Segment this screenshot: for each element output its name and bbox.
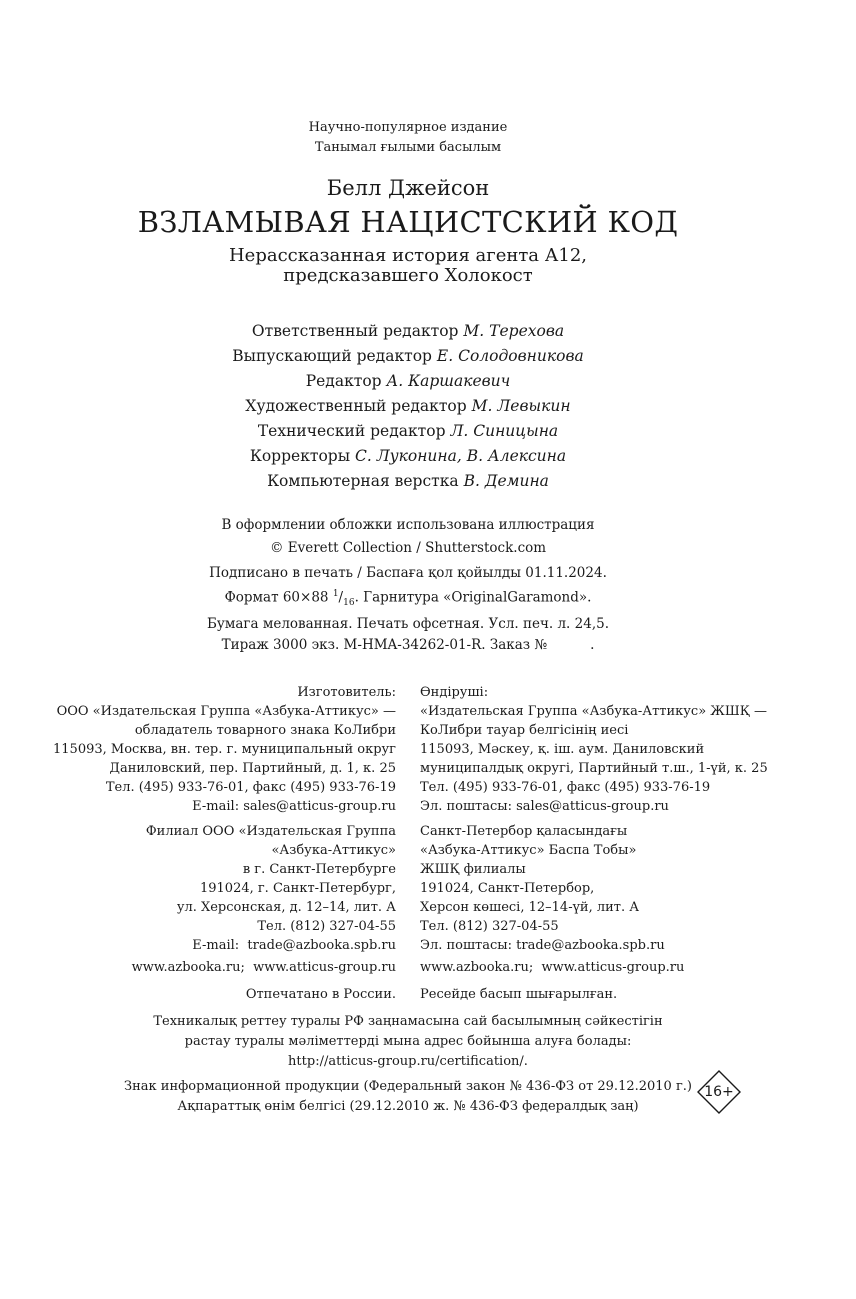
websites-ru <box>132 958 396 977</box>
subtitle-line-1: Нерассказанная история агента А12, <box>228 245 588 266</box>
edition-ru: Научно-популярное издание <box>308 120 508 135</box>
credit-item <box>0 319 816 344</box>
manufacturer-ru-email: E-mail: sales@atticus-group.ru <box>192 799 396 814</box>
print-signed: Подписано в печать / Баспаға қол қойылды 01.11.2024. <box>209 565 607 581</box>
format-prefix: Формат 60×88 <box>224 589 329 606</box>
cert-line-1: Техникалық реттеу туралы РФ заңнамасына сай басылымның сәйкестігін <box>153 1014 663 1029</box>
websites-kz <box>420 958 684 977</box>
print-paper: Бумага мелованная. Печать офсетная. Усл. печ. л. 24,5. <box>207 616 609 633</box>
print-data <box>0 563 816 656</box>
printed-ru <box>246 985 396 1004</box>
edition-kz: Танымал ғылыми басылым <box>314 140 502 155</box>
manufacturer-ru-line: ООО «Издательская Группа «Азбука-Аттикус» — <box>56 704 396 719</box>
manufacturer-kz-line: 115093, Мәскеу, қ. іш. аум. Даниловский <box>420 742 705 757</box>
credit-name: А. Каршакевич <box>386 372 511 390</box>
manufacturer-kz <box>420 683 768 816</box>
websites-ru-text: www.azbooka.ru; www.atticus-group.ru <box>131 960 396 975</box>
print-run: Тираж 3000 экз. M-HMA-34262-01-R. Заказ № . <box>221 637 595 654</box>
branch-ru <box>146 822 396 955</box>
branch-ru-line: Филиал ООО «Издательская Группа <box>145 824 396 839</box>
branch-kz-line: 191024, Санкт-Петербор, <box>420 881 595 896</box>
printed-kz-text: Ресейде басып шығарылған. <box>420 987 618 1002</box>
branch-kz-line: Тел. (812) 327-04-55 <box>420 919 559 934</box>
format-fraction-numerator: 1 <box>332 589 339 599</box>
branch-ru-line: ул. Херсонская, д. 12–14, лит. А <box>176 900 396 915</box>
credits-list <box>0 319 816 494</box>
info-product-block <box>0 1077 816 1117</box>
credit-name: В. Демина <box>463 472 549 490</box>
age-rating-label: 16+ <box>704 1084 734 1100</box>
edition-block <box>0 118 816 158</box>
book-author: Белл Джейсон <box>326 176 490 200</box>
credit-role: Выпускающий редактор <box>232 347 432 365</box>
credit-role: Ответственный редактор <box>251 322 459 340</box>
manufacturer-kz-line: КоЛибри тауар белгісінің иесі <box>420 723 629 738</box>
cert-line-3: http://atticus-group.ru/certification/. <box>288 1054 528 1069</box>
branch-kz-line: ЖШҚ филиалы <box>420 862 526 877</box>
branch-kz-email: Эл. поштасы: trade@azbooka.spb.ru <box>420 938 665 953</box>
manufacturer-kz-email: Эл. поштасы: sales@atticus-group.ru <box>420 799 669 814</box>
credit-item <box>0 344 816 369</box>
print-format: Формат 60×88 $^1/_{16}$. Гарнитура «OriginalGaramond». <box>224 589 592 609</box>
manufacturer-ru-line: Даниловский, пер. Партийный, д. 1, к. 25 <box>109 761 396 776</box>
credit-name: Л. Синицына <box>450 422 559 440</box>
credit-item <box>0 469 816 494</box>
branch-kz-line: Херсон көшесі, 12–14-үй, лит. А <box>420 900 640 915</box>
branch-ru-line: «Азбука-Аттикус» <box>271 843 396 858</box>
printed-ru-text: Отпечатано в России. <box>245 987 396 1002</box>
credit-name: С. Луконина, В. Алексина <box>355 447 567 465</box>
manufacturer-kz-label: Өндіруші: <box>420 685 489 700</box>
manufacturer-kz-line: Тел. (495) 933-76-01, факс (495) 933-76-19 <box>420 780 711 795</box>
cover-credit <box>0 514 816 560</box>
credit-role: Художественный редактор <box>245 397 467 415</box>
cert-line-2: растау туралы мәліметтерді мына адрес бойынша алуға болады: <box>184 1034 632 1049</box>
credit-item <box>0 419 816 444</box>
credit-role: Компьютерная верстка <box>267 472 459 490</box>
certification-block <box>0 1012 816 1072</box>
branch-kz-line: «Азбука-Аттикус» Баспа Тобы» <box>420 843 637 858</box>
printed-kz <box>420 985 617 1004</box>
credit-role: Технический редактор <box>257 422 446 440</box>
credit-role: Корректоры <box>249 447 351 465</box>
format-fraction-denominator: 16 <box>343 598 355 609</box>
credit-role: Редактор <box>305 372 382 390</box>
websites-kz-text: www.azbooka.ru; www.atticus-group.ru <box>420 960 685 975</box>
book-title: ВЗЛАМЫВАЯ НАЦИСТСКИЙ КОД <box>137 205 679 239</box>
credit-item <box>0 369 816 394</box>
cover-line-2: © Everett Collection / Shutterstock.com <box>269 540 547 556</box>
credit-item <box>0 444 816 469</box>
branch-kz <box>420 822 665 955</box>
format-suffix: . Гарнитура «OriginalGaramond». <box>354 589 592 606</box>
credit-name: М. Терехова <box>463 322 565 340</box>
manufacturer-ru <box>53 683 396 816</box>
manufacturer-kz-line: муниципалдық округі, Партийный т.ш., 1-үй, к. 25 <box>420 761 768 776</box>
cover-line-1: В оформлении обложки использована иллюстрация <box>221 517 595 533</box>
manufacturer-ru-label: Изготовитель: <box>297 685 396 700</box>
manufacturer-ru-line: 115093, Москва, вн. тер. г. муниципальный округ <box>53 742 396 757</box>
credit-name: М. Левыкин <box>471 397 571 415</box>
manufacturer-ru-line: Тел. (495) 933-76-01, факс (495) 933-76-19 <box>105 780 396 795</box>
credit-name: Е. Солодовникова <box>436 347 584 365</box>
branch-ru-line: 191024, г. Санкт-Петербург, <box>199 881 396 896</box>
book-subtitle <box>0 246 816 286</box>
manufacturer-kz-line: «Издательская Группа «Азбука-Аттикус» ЖШҚ — <box>420 704 767 719</box>
manufacturer-ru-line: обладатель товарного знака КоЛибри <box>134 723 396 738</box>
info-line-2: Ақпараттық өнім белгісі (29.12.2010 ж. № 436-ФЗ федералдық заң) <box>177 1099 639 1114</box>
branch-ru-line: в г. Санкт-Петербурге <box>242 862 396 877</box>
info-line-1: Знак информационной продукции (Федеральный закон № 436-ФЗ от 29.12.2010 г.) <box>124 1079 692 1094</box>
subtitle-line-2: предсказавшего Холокост <box>283 265 533 286</box>
branch-ru-line: Тел. (812) 327-04-55 <box>257 919 396 934</box>
branch-ru-email: E-mail: trade@azbooka.spb.ru <box>192 938 396 953</box>
credit-item <box>0 394 816 419</box>
branch-kz-line: Санкт-Петербор қаласындағы <box>420 824 628 839</box>
